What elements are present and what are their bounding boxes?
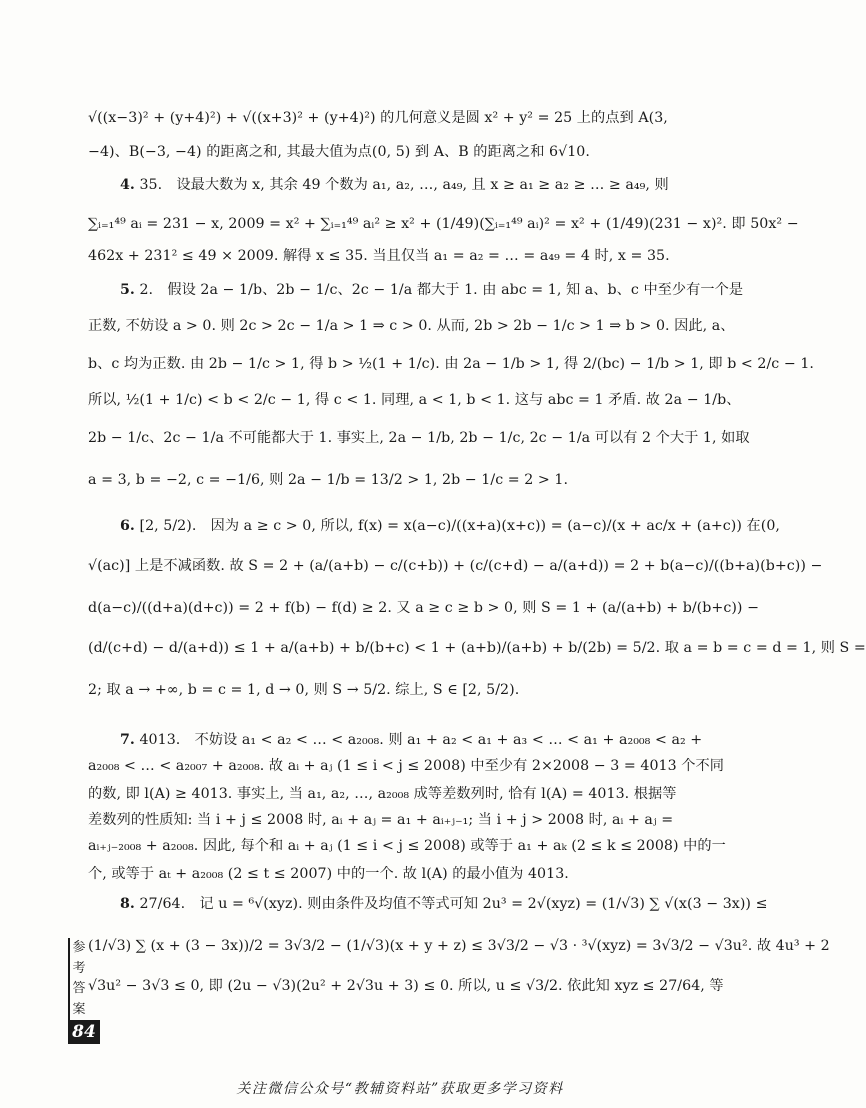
line-text: (1/√3) ∑ (x + (3 − 3x))/2 = 3√3/2 − (1/√3)(x + y + z) ≤ 3√3/2 − √3 · ³√(xyz) = 3√3/2 − √3u². 故 4u³ + 2	[88, 938, 830, 954]
text-line	[88, 638, 866, 658]
line-text: 所以, ½(1 + 1/c) < b < 2/c − 1, 得 c < 1. 同理, a < 1, b < 1. 这与 abc = 1 矛盾. 故 2a − 1/b、	[88, 392, 741, 408]
text-line	[88, 756, 724, 776]
text-line	[88, 836, 726, 856]
text-line	[88, 470, 718, 490]
line-text: 4013. 不妨设 a₁ < a₂ < … < a₂₀₀₈. 则 a₁ + a₂ < a₁ + a₃ < … < a₁ + a₂₀₀₈ < a₂ +	[134, 732, 703, 748]
line-text: 2. 假设 2a − 1/b、2b − 1/c、2c − 1/a 都大于 1. 由 abc = 1, 知 a、b、c 中至少有一个是	[134, 282, 744, 298]
line-text: √3u² − 3√3 ≤ 0, 即 (2u − √3)(2u² + 2√3u + 3) ≤ 0. 所以, u ≤ √3/2. 依此知 xyz ≤ 27/64, 等	[88, 978, 724, 994]
text-line	[120, 730, 718, 750]
footer-note: 关注微信公众号“教辅资料站”获取更多学习资料	[236, 1081, 564, 1097]
line-text: √((x−3)² + (y+4)²) + √((x+3)² + (y+4)²) 的几何意义是圆 x² + y² = 25 上的点到 A(3,	[88, 110, 668, 126]
line-text: (d/(c+d) − d/(a+d)) ≤ 1 + a/(a+b) + b/(b+c) < 1 + (a+b)/(a+b) + b/(2b) = 5/2. 取 a = b = c = d = 1, 则 S =	[88, 640, 866, 656]
problem-number: 5.	[120, 282, 135, 298]
line-text: 27/64. 记 u = ⁶√(xyz). 则由条件及均值不等式可知 2u³ = 2√(xyz) = (1/√3) ∑ √(x(3 − 3x)) ≤	[134, 896, 768, 912]
problem-number: 8.	[120, 896, 135, 912]
text-line	[88, 354, 814, 374]
text-line	[88, 976, 724, 996]
side-tab-char: 考	[72, 960, 86, 976]
line-text: aᵢ₊ⱼ₋₂₀₀₈ + a₂₀₀₈. 因此, 每个和 aᵢ + aⱼ (1 ≤ i < j ≤ 2008) 或等于 a₁ + aₖ (2 ≤ k ≤ 2008) 中的一	[88, 838, 726, 854]
line-text: −4)、B(−3, −4) 的距离之和, 其最大值为点(0, 5) 到 A、B 的距离之和 6√10.	[88, 144, 590, 160]
problem-number: 4.	[120, 177, 135, 193]
text-line	[88, 936, 830, 956]
line-text: 的数, 即 l(A) ≥ 4013. 事实上, 当 a₁, a₂, …, a₂₀₀₈ 成等差数列时, 恰有 l(A) = 4013. 根据等	[88, 786, 677, 802]
line-text: 35. 设最大数为 x, 其余 49 个数为 a₁, a₂, …, a₄₉, 且 x ≥ a₁ ≥ a₂ ≥ … ≥ a₄₉, 则	[134, 177, 669, 193]
text-line	[120, 280, 744, 300]
line-text: d(a−c)/((d+a)(d+c)) = 2 + f(b) − f(d) ≥ 2. 又 a ≥ c ≥ b > 0, 则 S = 1 + (a/(a+b) + b/(b+c)) −	[88, 600, 760, 616]
text-line	[88, 214, 799, 234]
text-line	[88, 428, 750, 448]
line-text: 2b − 1/c、2c − 1/a 不可能都大于 1. 事实上, 2a − 1/b, 2b − 1/c, 2c − 1/a 可以有 2 个大于 1, 如取	[88, 430, 750, 446]
side-tab-char: 案	[72, 1001, 86, 1017]
line-text: 正数, 不妨设 a > 0. 则 2c > 2c − 1/a > 1 ⇒ c > 0. 从而, 2b > 2b − 1/c > 1 ⇒ b > 0. 因此, a、	[88, 318, 735, 334]
section-side-tab	[68, 938, 88, 1020]
line-text: √(ac)] 上是不减函数. 故 S = 2 + (a/(a+b) − c/(c+b)) + (c/(c+d) − a/(a+d)) = 2 + b(a−c)/((b+a)(b+c)) −	[88, 558, 823, 574]
text-line	[88, 246, 718, 266]
text-line	[88, 864, 718, 884]
side-tab-char: 答	[72, 981, 86, 997]
side-tab-char: 参	[72, 940, 86, 956]
line-text: 462x + 231² ≤ 49 × 2009. 解得 x ≤ 35. 当且仅当 a₁ = a₂ = … = a₄₉ = 4 时, x = 35.	[88, 248, 670, 264]
text-line	[88, 556, 823, 576]
line-text: ∑ᵢ₌₁⁴⁹ aᵢ = 231 − x, 2009 = x² + ∑ᵢ₌₁⁴⁹ aᵢ² ≥ x² + (1/49)(∑ᵢ₌₁⁴⁹ aᵢ)² = x² + (1/49)(231 − x)². 即 50x² −	[88, 216, 799, 232]
text-line	[120, 175, 718, 195]
line-text: 差数列的性质知: 当 i + j ≤ 2008 时, aᵢ + aⱼ = a₁ + aᵢ₊ⱼ₋₁; 当 i + j > 2008 时, aᵢ + aⱼ =	[88, 812, 674, 828]
line-text: [2, 5/2). 因为 a ≥ c > 0, 所以, f(x) = x(a−c)/((x+a)(x+c)) = (a−c)/(x + ac/x + (a+c)) 在(0,	[134, 518, 780, 534]
text-line	[88, 598, 760, 618]
problem-number: 6.	[120, 518, 135, 534]
problem-number: 7.	[120, 732, 135, 748]
text-line	[88, 810, 718, 830]
line-text: a₂₀₀₈ < … < a₂₀₀₇ + a₂₀₀₈. 故 aᵢ + aⱼ (1 ≤ i < j ≤ 2008) 中至少有 2×2008 − 3 = 4013 个不同	[88, 758, 724, 774]
line-text: a = 3, b = −2, c = −1/6, 则 2a − 1/b = 13/2 > 1, 2b − 1/c = 2 > 1.	[88, 472, 569, 488]
text-line	[88, 390, 741, 410]
page-number: 84	[68, 1020, 100, 1044]
text-line	[88, 142, 718, 162]
text-line	[120, 516, 780, 536]
line-text: b、c 均为正数. 由 2b − 1/c > 1, 得 b > ½(1 + 1/c). 由 2a − 1/b > 1, 得 2/(bc) − 1/b > 1, 即 b < 2/c − 1.	[88, 356, 814, 372]
line-text: 2; 取 a → +∞, b = c = 1, d → 0, 则 S → 5/2. 综上, S ∈ [2, 5/2).	[88, 682, 520, 698]
line-text: 个, 或等于 aₜ + a₂₀₀₈ (2 ≤ t ≤ 2007) 中的一个. 故 l(A) 的最小值为 4013.	[88, 866, 569, 882]
text-line	[88, 316, 735, 336]
text-line	[88, 680, 718, 700]
text-line	[88, 108, 718, 128]
text-line	[120, 894, 768, 914]
text-line	[88, 784, 718, 804]
